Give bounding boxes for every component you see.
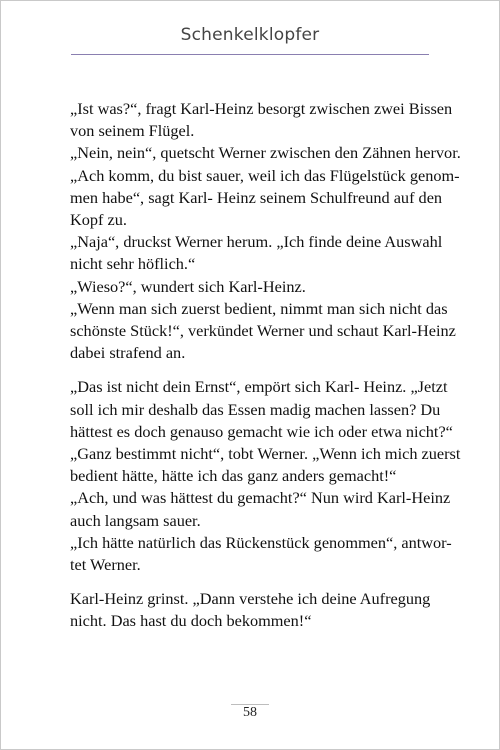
text-line: auch langsam sauer. bbox=[70, 510, 201, 530]
text-line: nicht. Das hast du doch bekommen!“ bbox=[70, 611, 312, 631]
text-line: tet Werner. bbox=[70, 555, 141, 575]
text-line: dabei strafend an. bbox=[70, 343, 186, 363]
text-line: „Wieso?“, wundert sich Karl-Heinz. bbox=[70, 276, 306, 296]
text-line: bedient hätte, hätte ich das ganz anders gemacht!“ bbox=[70, 466, 397, 486]
paragraph bbox=[70, 98, 461, 364]
text-line: soll ich mir deshalb das Essen madig machen lassen? Du bbox=[70, 399, 441, 419]
text-line: „Ich hätte natürlich das Rückenstück genommen“, antwor- bbox=[70, 532, 452, 552]
text-line: men habe“, sagt Karl- Heinz seinem Schulfreund auf den bbox=[70, 187, 443, 207]
text-line: „Naja“, druckst Werner herum. „Ich finde deine Auswahl bbox=[70, 232, 443, 252]
text-line: nicht sehr höflich.“ bbox=[70, 254, 196, 274]
text-line: von seinem Flügel. bbox=[70, 121, 195, 141]
text-line: schönste Stück!“, verkündet Werner und schaut Karl-Heinz bbox=[70, 321, 456, 341]
page-number: 58 bbox=[243, 705, 257, 720]
text-line: „Ach, und was hättest du gemacht?“ Nun wird Karl-Heinz bbox=[70, 488, 451, 508]
text-line: Karl-Heinz grinst. „Dann verstehe ich deine Aufregung bbox=[70, 589, 431, 609]
header-divider bbox=[71, 54, 429, 55]
page-body-text bbox=[70, 98, 461, 645]
text-line: „Ach komm, du bist sauer, weil ich das Flügelstück genom- bbox=[70, 165, 460, 185]
text-line: „Ganz bestimmt nicht“, tobt Werner. „Wenn ich mich zuerst bbox=[70, 444, 461, 464]
paragraph bbox=[70, 588, 442, 632]
paragraph bbox=[70, 376, 461, 576]
text-line: hättest es doch genauso gemacht wie ich oder etwa nicht?“ bbox=[70, 421, 453, 441]
text-line: „Wenn man sich zuerst bedient, nimmt man sich nicht das bbox=[70, 298, 448, 318]
text-line: „Ist was?“, fragt Karl-Heinz besorgt zwischen zwei Bissen bbox=[70, 99, 453, 118]
text-line: „Das ist nicht dein Ernst“, empört sich Karl- Heinz. „Jetzt bbox=[70, 377, 448, 397]
running-header-title: Schenkelklopfer bbox=[180, 25, 320, 45]
text-line: „Nein, nein“, quetscht Werner zwischen den Zähnen hervor. bbox=[70, 143, 461, 163]
text-line: Kopf zu. bbox=[70, 210, 127, 230]
